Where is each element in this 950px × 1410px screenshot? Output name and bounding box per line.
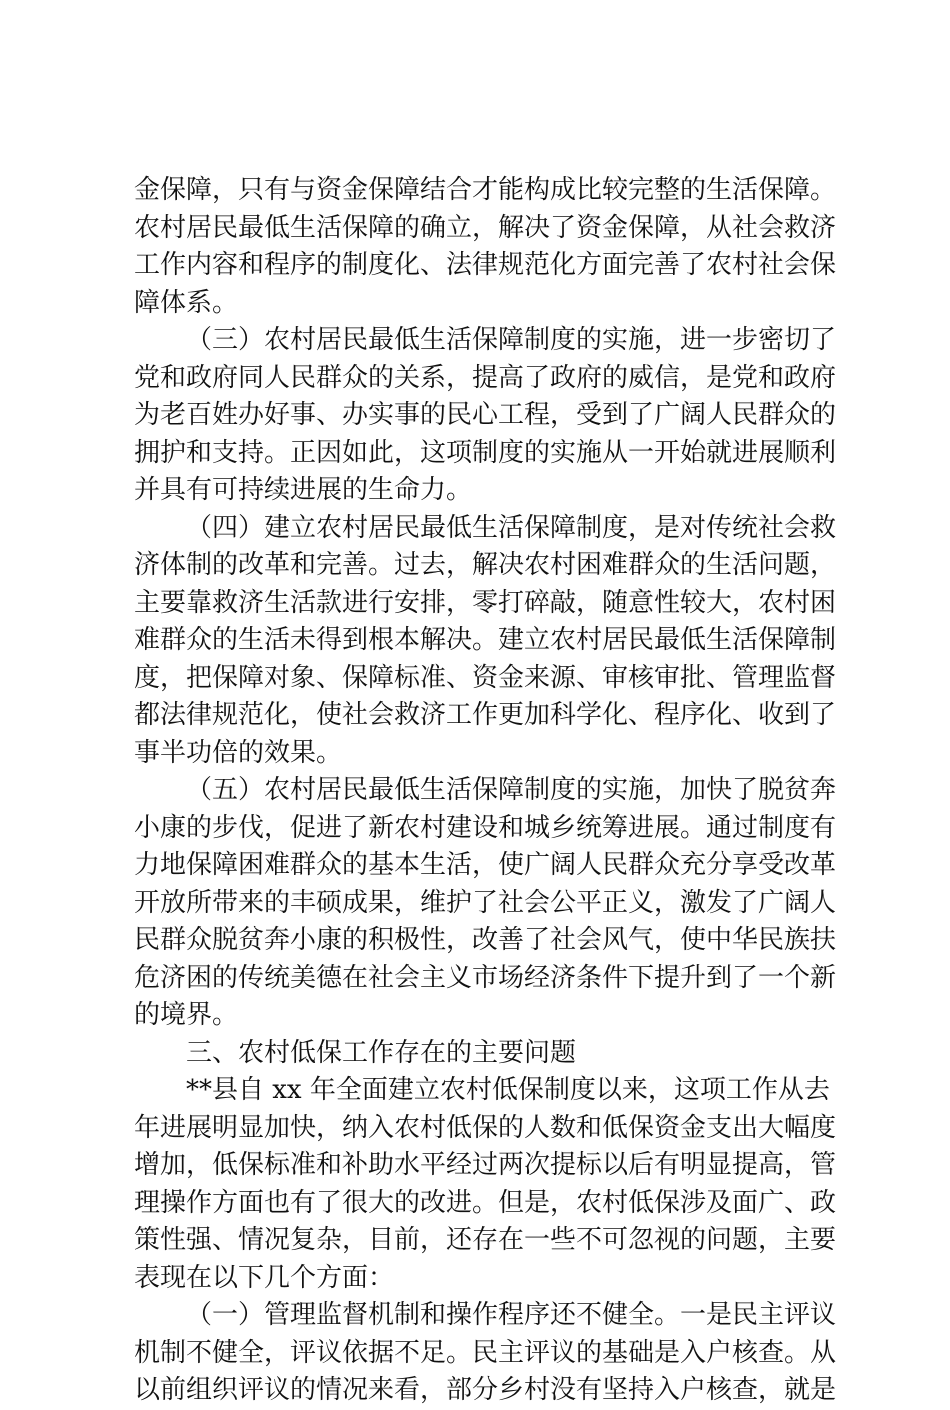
document-body [134,172,837,1410]
text-line: 开放所带来的丰硕成果，维护了社会公平正义，激发了广阔人 [134,887,837,918]
text-line: 小康的步伐，促进了新农村建设和城乡统筹进展。通过制度有 [134,812,837,843]
text-line: 事半功倍的效果。 [134,737,343,768]
text-line: （五）农村居民最低生活保障制度的实施，加快了脱贫奔 [186,775,837,805]
text-line: 以前组织评议的情况来看，部分乡村没有坚持入户核查，就是 [134,1375,837,1405]
text-line: 理操作方面也有了很大的改进。但是，农村低保涉及面广、政 [134,1187,837,1218]
text-line: 并具有可持续进展的生命力。 [134,475,473,505]
text-line: 表现在以下几个方面： [134,1262,395,1293]
text-line: 度，把保障对象、保障标准、资金来源、审核审批、管理监督 [134,662,837,693]
text-line: 危济困的传统美德在社会主义市场经济条件下提升到了一个新 [134,962,837,993]
text-line: 为老百姓办好事、办实事的民心工程，受到了广阔人民群众的 [134,400,837,430]
text-line: 策性强、情况复杂，目前，还存在一些不可忽视的问题，主要 [134,1225,837,1255]
text-line: 工作内容和程序的制度化、法律规范化方面完善了农村社会保 [134,250,837,280]
text-line: 主要靠救济生活款进行安排，零打碎敲，随意性较大，农村困 [134,587,837,618]
text-line: 农村居民最低生活保障的确立，解决了资金保障，从社会救济 [134,212,837,243]
text-line: 都法律规范化，使社会救济工作更加科学化、程序化、收到了 [134,700,837,730]
text-line: （一）管理监督机制和操作程序还不健全。一是民主评议 [186,1300,837,1330]
text-line: **县自 xx 年全面建立农村低保制度以来，这项工作从去 [186,1075,830,1105]
text-line: （四）建立农村居民最低生活保障制度，是对传统社会救 [186,512,837,543]
text-line: 增加，低保标准和补助水平经过两次提标以后有明显提高，管 [134,1150,837,1180]
text-line: 党和政府同人民群众的关系，提高了政府的威信，是党和政府 [134,362,837,393]
text-line: 机制不健全，评议依据不足。民主评议的基础是入户核查。从 [134,1337,837,1368]
text-line: 难群众的生活未得到根本解决。建立农村居民最低生活保障制 [134,625,837,655]
text-line: 济体制的改革和完善。过去，解决农村困难群众的生活问题， [134,550,837,580]
text-line: 金保障，只有与资金保障结合才能构成比较完整的生活保障。 [134,175,837,205]
text-line: 障体系。 [134,287,239,318]
text-line: 年进展明显加快，纳入农村低保的人数和低保资金支出大幅度 [134,1112,837,1143]
text-line: （三）农村居民最低生活保障制度的实施，进一步密切了 [186,325,837,355]
text-line: 民群众脱贫奔小康的积极性，改善了社会风气，使中华民族扶 [134,925,837,955]
text-line: 的境界。 [134,1000,239,1030]
text-line: 力地保障困难群众的基本生活，使广阔人民群众充分享受改革 [134,850,837,880]
text-line: 拥护和支持。正因如此，这项制度的实施从一开始就进展顺利 [134,437,837,468]
section-heading: 三、农村低保工作存在的主要问题 [186,1037,577,1068]
